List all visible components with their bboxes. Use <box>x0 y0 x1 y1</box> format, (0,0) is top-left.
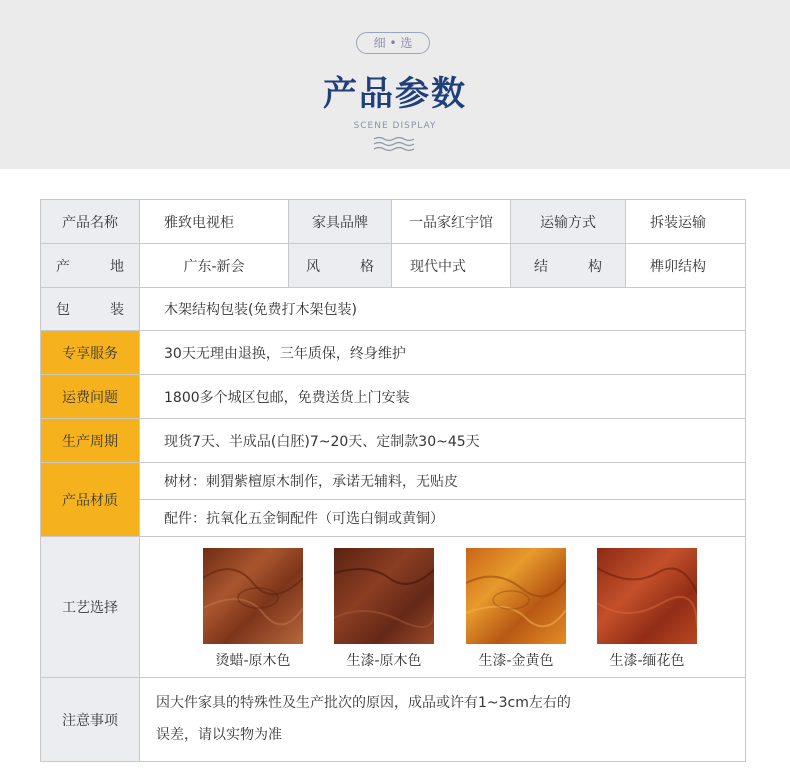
value-origin: 广东-新会 <box>140 244 289 288</box>
value-brand: 一品家红宇馆 <box>392 200 511 244</box>
notice-line-2: 误差，请以实物为准 <box>156 727 282 743</box>
craft-options <box>140 537 745 678</box>
category-pill: 细 • 选 <box>356 32 430 54</box>
label-structure-char-1: 结 <box>534 258 548 275</box>
swatch-caption: 生漆-缅花色 <box>609 653 685 669</box>
label-structure-char-2: 构 <box>588 258 602 275</box>
label-production-period: 生产周期 <box>41 419 140 463</box>
page-subtitle: SCENE DISPLAY <box>353 121 437 131</box>
value-production-period: 现货7天、半成品(白胚)7~20天、定制款30~45天 <box>140 419 745 463</box>
page-title: 产品参数 <box>323 74 467 114</box>
label-brand: 家具品牌 <box>289 200 392 244</box>
swatch-caption: 生漆-原木色 <box>346 653 422 669</box>
swatch-shengqi-jinhuang[interactable] <box>466 548 566 644</box>
label-product-name: 产品名称 <box>41 200 140 244</box>
value-material-wood: 树材：刺猬紫檀原木制作，承诺无辅料，无贴皮 <box>140 463 745 500</box>
label-craft: 工艺选择 <box>41 537 140 678</box>
swatch-shengqi-yuanmu[interactable] <box>334 548 434 644</box>
label-material: 产品材质 <box>41 463 140 537</box>
wave-icon <box>372 136 418 152</box>
label-origin-char-2: 地 <box>110 258 124 275</box>
label-notice: 注意事项 <box>41 678 140 761</box>
label-style-char-2: 格 <box>360 258 374 275</box>
label-package <box>41 288 140 331</box>
value-shipping: 拆装运输 <box>626 200 745 244</box>
value-structure: 榫卯结构 <box>626 244 745 288</box>
label-origin-char-1: 产 <box>56 258 70 275</box>
value-freight: 1800多个城区包邮，免费送货上门安装 <box>140 375 745 419</box>
header-banner <box>0 0 790 169</box>
label-package-char-2: 装 <box>110 302 124 318</box>
value-package: 木架结构包装(免费打木架包装) <box>140 288 745 331</box>
swatch-caption: 生漆-金黄色 <box>478 653 554 669</box>
label-structure <box>511 244 626 288</box>
value-notice <box>140 678 745 761</box>
label-service: 专享服务 <box>41 331 140 375</box>
value-service: 30天无理由退换，三年质保，终身维护 <box>140 331 745 375</box>
value-product-name: 雅致电视柜 <box>140 200 289 244</box>
label-package-char-1: 包 <box>56 302 70 318</box>
value-style: 现代中式 <box>392 244 511 288</box>
label-style-char-1: 风 <box>306 258 320 275</box>
label-origin <box>41 244 140 288</box>
notice-line-1: 因大件家具的特殊性及生产批次的原因，成品或许有1~3cm左右的 <box>156 695 571 711</box>
parameter-table <box>40 199 746 762</box>
label-shipping: 运输方式 <box>511 200 626 244</box>
swatch-tangla-yuanmu[interactable] <box>203 548 303 644</box>
value-material-fittings: 配件：抗氧化五金铜配件（可选白铜或黄铜） <box>140 500 745 537</box>
label-freight: 运费问题 <box>41 375 140 419</box>
swatch-caption: 烫蜡-原木色 <box>215 653 291 669</box>
swatch-shengqi-mianhua[interactable] <box>597 548 697 644</box>
label-style <box>289 244 392 288</box>
